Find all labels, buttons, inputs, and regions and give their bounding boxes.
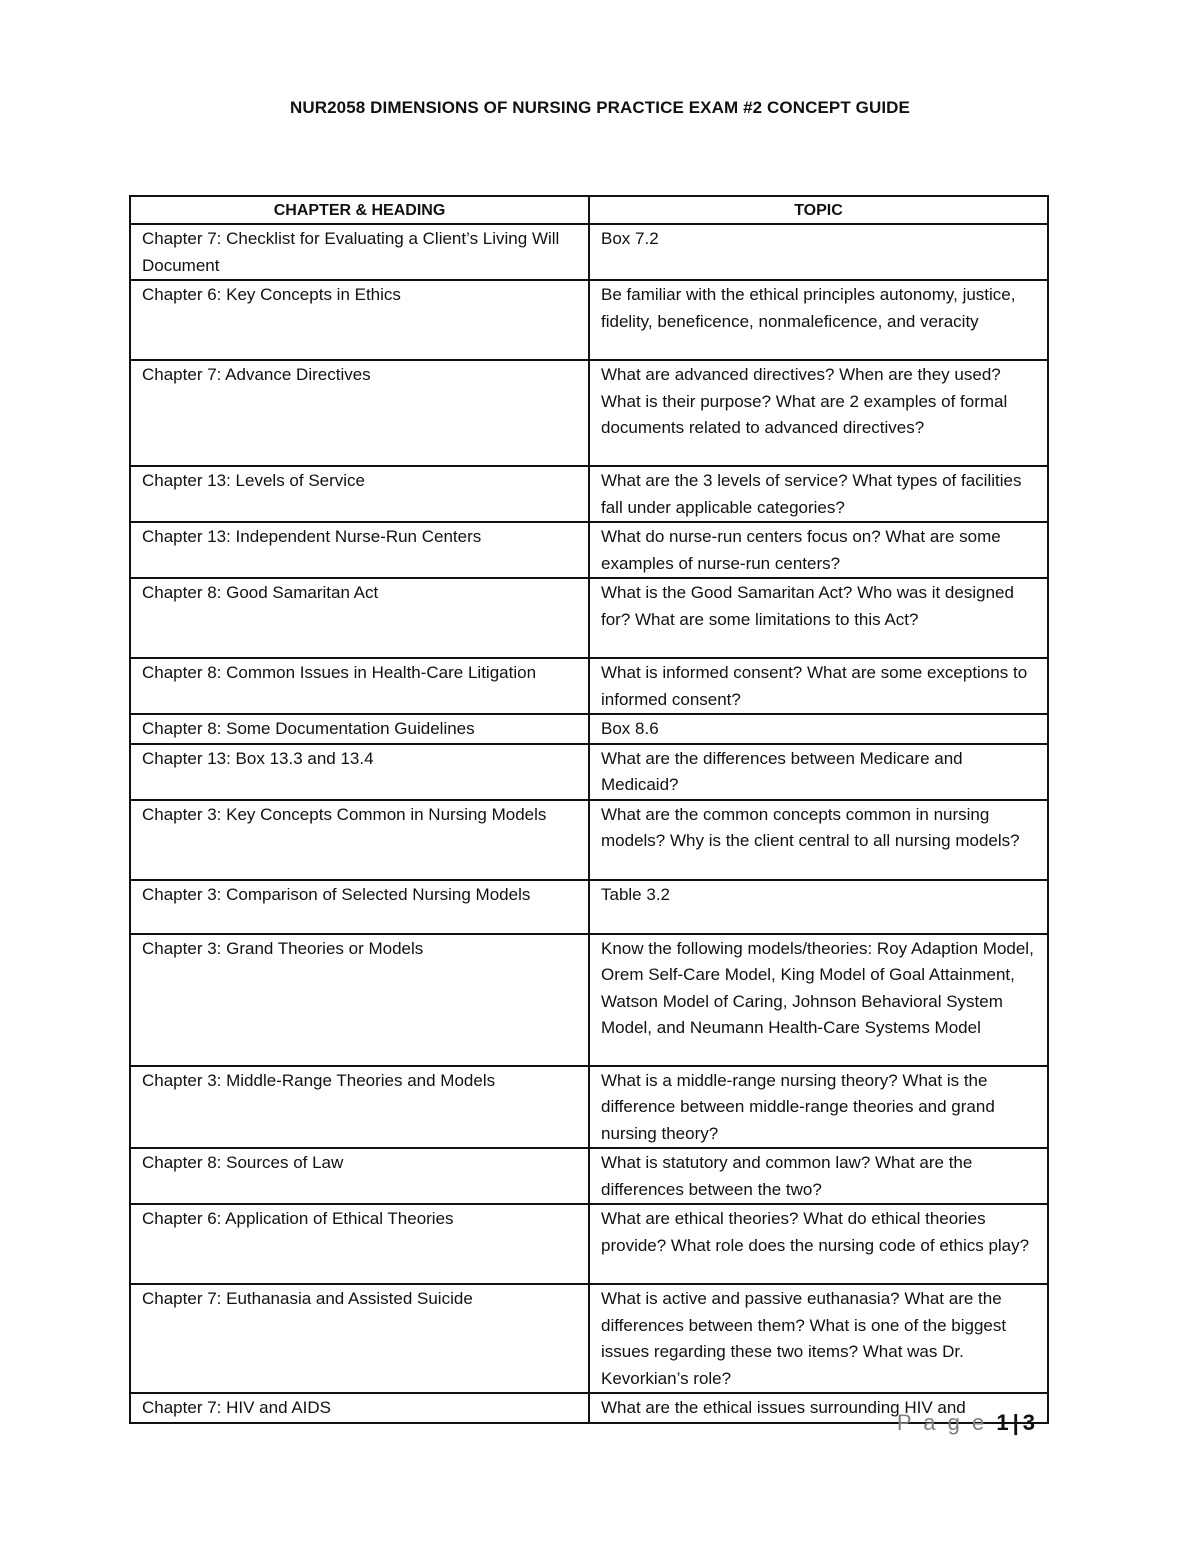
topic-cell: What is statutory and common law? What are the differences between the two? bbox=[589, 1148, 1048, 1204]
table-row bbox=[130, 1284, 1048, 1393]
page-separator: | bbox=[1012, 1410, 1019, 1435]
chapter-cell: Chapter 3: Middle-Range Theories and Models bbox=[130, 1066, 589, 1149]
topic-cell: Know the following models/theories: Roy Adaption Model, Orem Self-Care Model, King Model of Goal Attainment, Watson Model of Caring, Johnson Behavioral System Model, and Neumann Health-Care Systems Model bbox=[589, 934, 1048, 1066]
chapter-cell: Chapter 7: Euthanasia and Assisted Suicide bbox=[130, 1284, 589, 1393]
table-row bbox=[130, 714, 1048, 744]
page-footer bbox=[897, 1410, 1035, 1436]
chapter-cell: Chapter 3: Comparison of Selected Nursing Models bbox=[130, 880, 589, 934]
chapter-cell: Chapter 6: Key Concepts in Ethics bbox=[130, 280, 589, 360]
chapter-cell: Chapter 7: Advance Directives bbox=[130, 360, 589, 466]
document-title: NUR2058 DIMENSIONS OF NURSING PRACTICE EXAM #2 CONCEPT GUIDE bbox=[290, 98, 910, 117]
topic-cell: Table 3.2 bbox=[589, 880, 1048, 934]
topic-cell: What are the ethical issues surrounding HIV and bbox=[589, 1393, 1048, 1423]
table-row bbox=[130, 934, 1048, 1066]
concept-guide-table bbox=[129, 195, 1049, 1424]
chapter-cell: Chapter 13: Box 13.3 and 13.4 bbox=[130, 744, 589, 800]
topic-cell: What are the 3 levels of service? What types of facilities fall under applicable categories? bbox=[589, 466, 1048, 522]
chapter-cell: Chapter 7: HIV and AIDS bbox=[130, 1393, 589, 1423]
topic-cell: What are the common concepts common in nursing models? Why is the client central to all nursing models? bbox=[589, 800, 1048, 880]
topic-cell: What is active and passive euthanasia? What are the differences between them? What is one of the biggest issues regarding these two items? What was Dr. Kevorkian’s role? bbox=[589, 1284, 1048, 1393]
chapter-cell: Chapter 3: Key Concepts Common in Nursing Models bbox=[130, 800, 589, 880]
topic-cell: What are ethical theories? What do ethical theories provide? What role does the nursing code of ethics play? bbox=[589, 1204, 1048, 1284]
total-pages: 3 bbox=[1022, 1410, 1035, 1435]
table-row bbox=[130, 1066, 1048, 1149]
topic-cell: Be familiar with the ethical principles autonomy, justice, fidelity, beneficence, nonmaleficence, and veracity bbox=[589, 280, 1048, 360]
topic-cell: What is informed consent? What are some exceptions to informed consent? bbox=[589, 658, 1048, 714]
chapter-cell: Chapter 8: Sources of Law bbox=[130, 1148, 589, 1204]
topic-cell: What are advanced directives? When are they used? What is their purpose? What are 2 examples of formal documents related to advanced directives? bbox=[589, 360, 1048, 466]
table-row bbox=[130, 658, 1048, 714]
table-row bbox=[130, 1204, 1048, 1284]
chapter-cell: Chapter 13: Levels of Service bbox=[130, 466, 589, 522]
column-header-topic: TOPIC bbox=[589, 196, 1048, 224]
topic-cell: Box 7.2 bbox=[589, 224, 1048, 280]
chapter-cell: Chapter 13: Independent Nurse-Run Centers bbox=[130, 522, 589, 578]
topic-cell: What is the Good Samaritan Act? Who was it designed for? What are some limitations to this Act? bbox=[589, 578, 1048, 658]
chapter-cell: Chapter 3: Grand Theories or Models bbox=[130, 934, 589, 1066]
table-row bbox=[130, 800, 1048, 880]
table-row bbox=[130, 578, 1048, 658]
table-row bbox=[130, 224, 1048, 280]
chapter-cell: Chapter 8: Common Issues in Health-Care Litigation bbox=[130, 658, 589, 714]
page-label: P a g e bbox=[896, 1410, 988, 1435]
column-header-chapter: CHAPTER & HEADING bbox=[130, 196, 589, 224]
chapter-cell: Chapter 8: Good Samaritan Act bbox=[130, 578, 589, 658]
table-row bbox=[130, 880, 1048, 934]
table-row bbox=[130, 522, 1048, 578]
table-row bbox=[130, 744, 1048, 800]
table-row bbox=[130, 360, 1048, 466]
topic-cell: What is a middle-range nursing theory? What is the difference between middle-range theories and grand nursing theory? bbox=[589, 1066, 1048, 1149]
table-row bbox=[130, 280, 1048, 360]
chapter-cell: Chapter 8: Some Documentation Guidelines bbox=[130, 714, 589, 744]
page-number: 1 bbox=[996, 1410, 1009, 1435]
table-row bbox=[130, 1148, 1048, 1204]
chapter-cell: Chapter 6: Application of Ethical Theories bbox=[130, 1204, 589, 1284]
table-header-row bbox=[130, 196, 1048, 224]
topic-cell: Box 8.6 bbox=[589, 714, 1048, 744]
topic-cell: What are the differences between Medicare and Medicaid? bbox=[589, 744, 1048, 800]
chapter-cell: Chapter 7: Checklist for Evaluating a Client’s Living Will Document bbox=[130, 224, 589, 280]
table-row bbox=[130, 466, 1048, 522]
topic-cell: What do nurse-run centers focus on? What are some examples of nurse-run centers? bbox=[589, 522, 1048, 578]
